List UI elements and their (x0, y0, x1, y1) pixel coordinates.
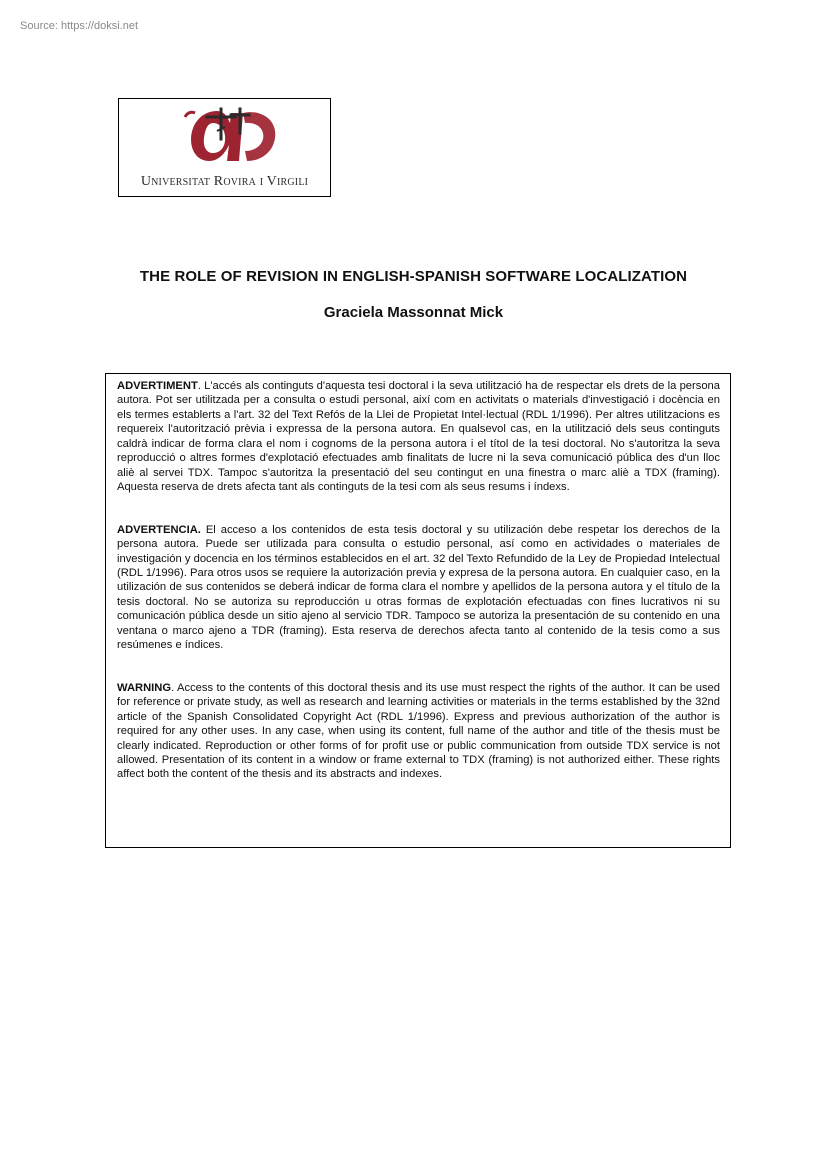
notice-separator: . (171, 681, 175, 694)
thesis-author: Graciela Massonnat Mick (323, 304, 504, 321)
university-logo (118, 98, 331, 197)
rights-notice-box (105, 373, 731, 848)
notice-body: El acceso a los contenidos de esta tesis doctoral y su utilización debe respetar los derechos de la persona autora. Puede ser utilizada para consulta o estudio personal, así como en actividades o materiales de investigación y docencia en los términos establecidos en el art. 32 del Texto Refundido de la Ley de Propiedad Intelectual (RDL 1/1996). Para otros usos se requiere la autorización previa y expresa de la persona autora. En cualquier caso, en la utilización de sus contenidos se deberá indicar de forma clara el nombre y apellidos de la persona autora y el título de la tesis doctoral. No se autoriza su reproducción u otras formas de explotación efectuadas con fines lucrativos ni su comunicación pública desde un sitio ajeno al servicio TDR. Tampoco se autoriza la presentación de su contenido en una ventana o marco ajeno a TDR (framing). Esta reserva de derechos afecta tanto al contenido de la tesis como a sus resúmenes e índices. (117, 523, 720, 652)
notice-separator: . (197, 380, 201, 392)
notice-lead: ADVERTIMENT (117, 380, 198, 392)
source-watermark: Source: https://doksi.net (20, 20, 139, 32)
university-name (119, 173, 330, 190)
notice-spanish (117, 523, 720, 653)
notice-english (117, 681, 720, 782)
notice-lead: ADVERTENCIA. (117, 523, 201, 536)
notice-body: L'accés als continguts d'aquesta tesi doctoral i la seva utilització ha de respectar els drets de la persona autora. Pot ser utilitzada per a consulta o estudi personal, així com en activitats o materials d'investigació i docència en els termes establerts a l'art. 32 del Text Refós de la Llei de Propietat Intel·lectual (RDL 1/1996). Per altres utilitzacions es requereix l'autorització prèvia i expressa de la persona autora. En qualsevol cas, en la utilització dels seus continguts caldrà indicar de forma clara el nom i cognoms de la persona autora i el títol de la tesi doctoral. No s'autoritza la seva reproducció o altres formes d'explotació efectuades amb finalitats de lucre ni la seva comunicació pública des d'un lloc aliè al servei TDX. Tampoc s'autoritza la presentació del seu contingut en una finestra o marc aliè a TDX (framing). Aquesta reserva de drets afecta tant als continguts de la tesi com als seus resums i índexs. (117, 380, 720, 494)
university-name-text: Universitat Rovira i Virgili (140, 174, 309, 189)
urv-emblem-icon (177, 103, 285, 165)
notice-catalan (117, 379, 720, 495)
notice-lead: WARNING (117, 681, 172, 694)
notice-body: Access to the contents of this doctoral thesis and its use must respect the rights of the author. It can be used for reference or private study, as well as research and learning activities or materials in the terms established by the 32nd article of the Spanish Consolidated Copyright Act (RDL 1/1996). Express and previous authorization of the author is required for any other uses. In any case, when using its content, full name of the author and title of the thesis must be clearly indicated. Reproduction or other forms of for profit use or public communication from outside TDX service is not allowed. Presentation of its content in a window or frame external to TDX (framing) is not authorized either. These rights affect both the content of the thesis and its abstracts and indexes. (117, 681, 720, 781)
thesis-title: THE ROLE OF REVISION IN ENGLISH-SPANISH SOFTWARE LOCALIZATION (139, 268, 688, 285)
